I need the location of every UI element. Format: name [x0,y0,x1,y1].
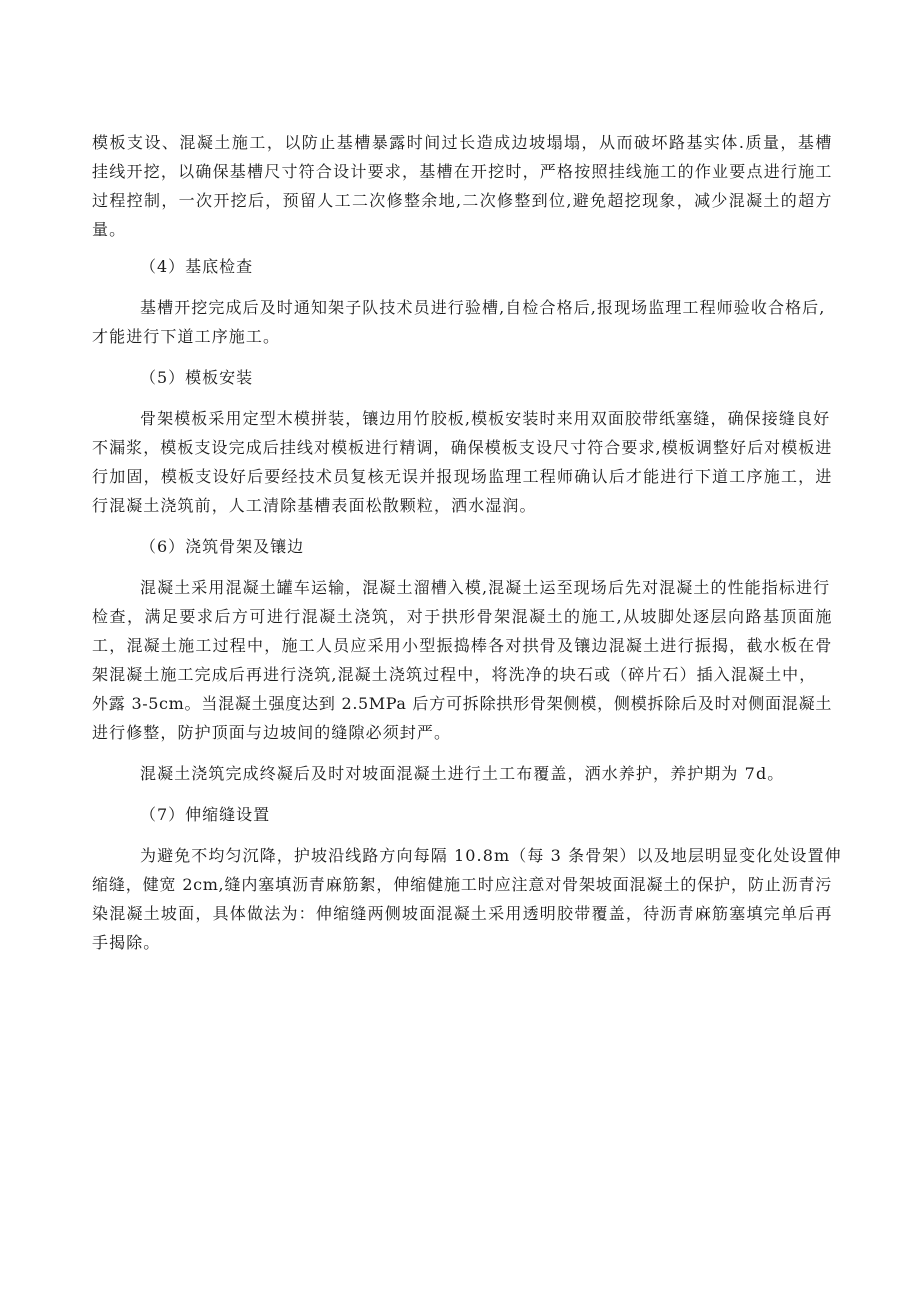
text-line: 为避免不均匀沉降，护坡沿线路方向每隔 10.8m（每 3 条骨架）以及地层明显变化处设置伸 [140,846,842,865]
section-heading-formwork-installation: （5）模板安装 [140,368,254,387]
text-line: 进行修整，防护顶面与边坡间的缝隙必须封严。 [92,723,452,742]
text-line: 骨架模板采用定型木模拼装，镶边用竹胶板,模板安装时来用双面胶带纸塞缝，确保接缝良好 [140,409,831,428]
text-line: 外露 3-5cm。当混凝土强度达到 2.5MPa 后方可拆除拱形骨架侧模，侧模拆除后及时对侧面混凝土 [92,694,832,713]
document-body [92,128,842,957]
text-line: 模板支设、混凝土施工，以防止基槽暴露时间过长造成边坡塌塌，从而破坏路基实体.质量，基槽 [92,133,832,152]
paragraph-foundation-trench [92,128,832,244]
paragraph-pouring-frame [92,573,832,747]
section-heading-base-inspection: （4）基底检查 [140,257,254,276]
text-line: 挂线开挖，以确保基槽尺寸符合设计要求，基槽在开挖时，严格按照挂线施工的作业要点进行施工 [92,162,832,181]
text-line: 架混凝土施工完成后再进行浇筑,混凝土浇筑过程中，将洗净的块石或（碎片石）插入混凝土中， [92,665,817,684]
text-line: 工，混凝土施工过程中，施工人员应采用小型振捣棒各对拱骨及镶边混凝土进行振揭，截水板在骨 [92,636,832,655]
text-line: 基槽开挖完成后及时通知架子队技术员进行验槽,自检合格后,报现场监理工程师验收合格后, [140,298,826,317]
section-heading-pouring-frame: （6）浇筑骨架及镶边 [140,537,305,556]
text-line: 行混凝土浇筑前，人工清除基槽表面松散颗粒，洒水湿润。 [92,496,537,515]
text-line: 染混凝土坡面，具体做法为：伸缩缝两侧坡面混凝土采用透明胶带覆盖，待沥青麻筋塞填完单后再 [92,904,832,923]
paragraph-curing [92,759,832,788]
paragraph-expansion-joint [92,841,842,957]
paragraph-formwork-installation [92,404,832,520]
text-line: 行加固，模板支设好后要经技术员复核无误并报现场监理工程师确认后才能进行下道工序施工，进 [92,467,832,486]
text-line: 量。 [92,220,127,239]
text-line: 混凝土浇筑完成终凝后及时对坡面混凝土进行土工布覆盖，洒水养护，养护期为 7d。 [140,764,785,783]
text-line: 不漏浆，模板支设完成后挂线对模板进行精调，确保模板支设尺寸符合要求,模板调整好后对模板进 [92,438,832,457]
text-line: 才能进行下道工序施工。 [92,327,281,346]
text-line: 缩缝，健宽 2cm,缝内塞填沥青麻筋絮，伸缩健施工时应注意对骨架坡面混凝土的保护，防止沥青污 [92,875,832,894]
text-line: 手揭除。 [92,933,161,952]
text-line: 混凝土采用混凝土罐车运输，混凝土溜槽入模,混凝土运至现场后先对混凝土的性能指标进行 [140,578,831,597]
text-line: 过程控制，一次开挖后，预留人工二次修整余地,二次修整到位,避免超挖现象，减少混凝土的超方 [92,191,832,210]
text-line: 检查，满足要求后方可进行混凝土浇筑，对于拱形骨架混凝土的施工,从坡脚处逐层向路基顶面施 [92,607,832,626]
paragraph-base-inspection [92,293,832,351]
section-heading-expansion-joint: （7）伸缩缝设置 [140,805,271,824]
